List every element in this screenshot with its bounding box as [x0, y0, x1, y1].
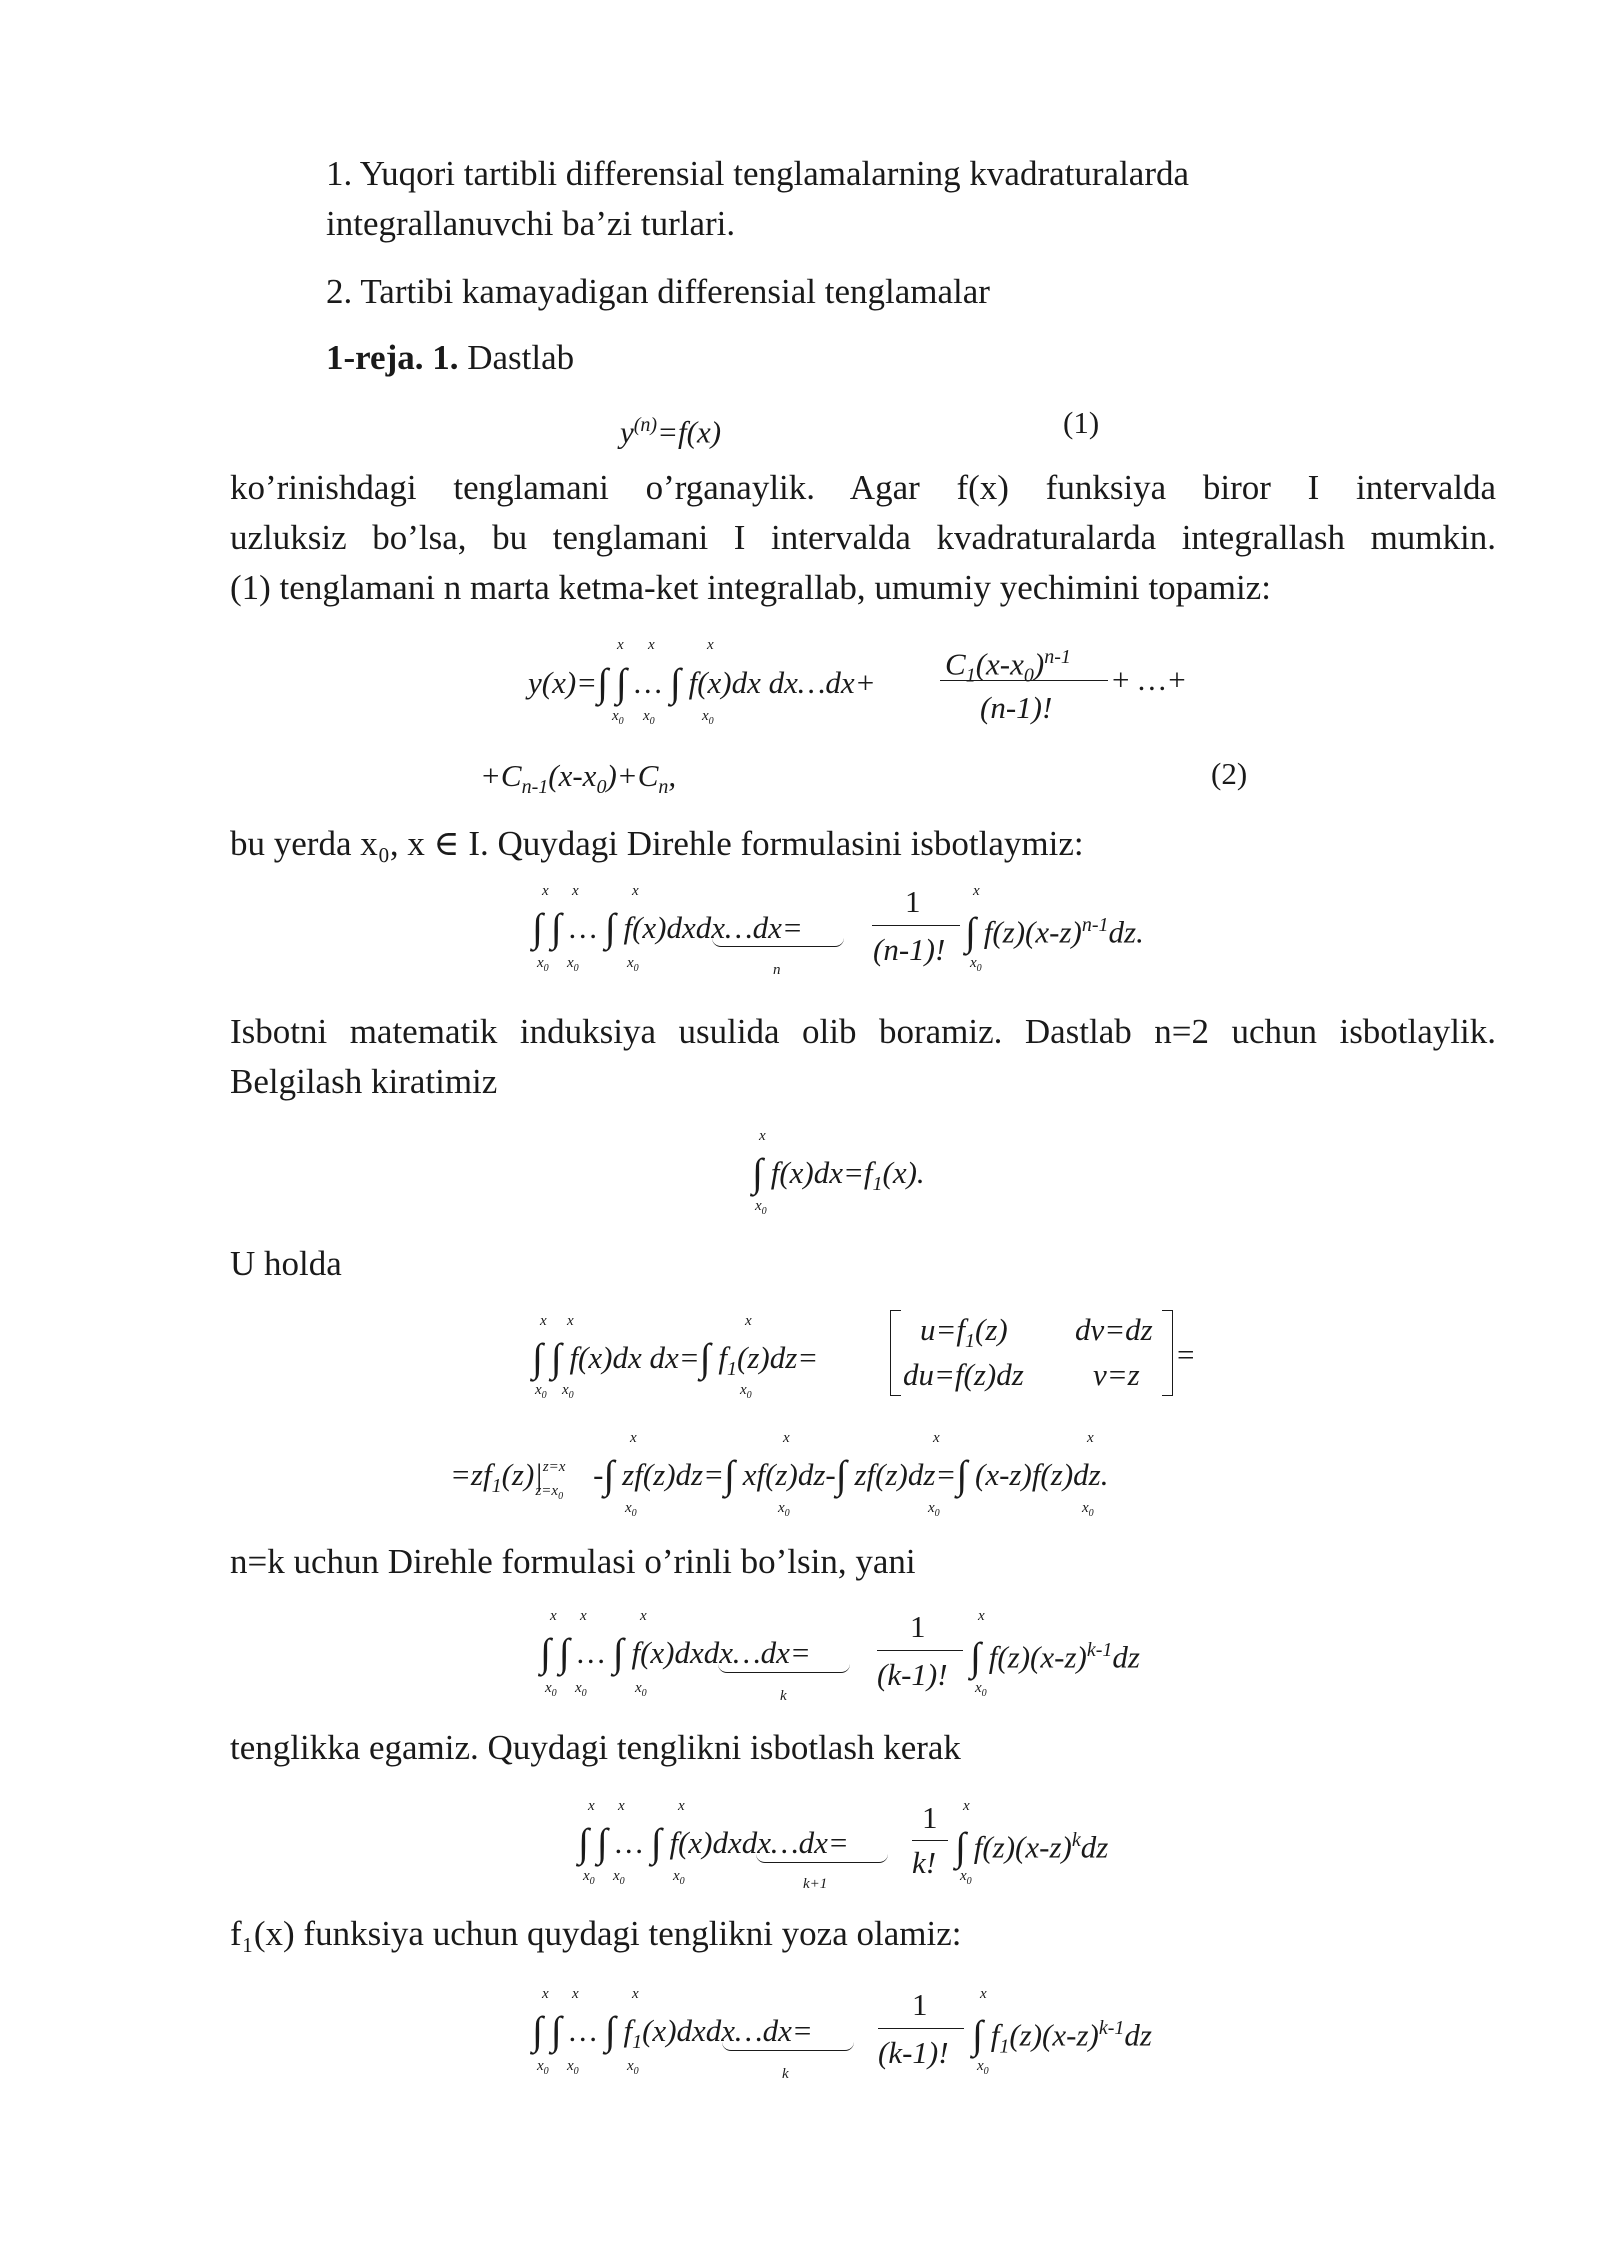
induction-hypothesis: ∫ ∫ … ∫ f(x)dxdx…dx= [540, 1630, 811, 1675]
paragraph-3-line-1: Isbotni matematik induksiya usulida olib boramiz. Dastlab n=2 uchun isbotlaylik. [230, 1012, 1496, 1051]
reja-line [326, 336, 574, 380]
paragraph-3-line-2: Belgilash kiratimiz [230, 1062, 498, 1101]
case-n2-line-2: $=zf_1(z)|^{z=x}_{z=x_0}-\int$ zf(z)dz=∫ xf(z)dz-∫ zf(z)dz=∫ (x-z)f(z)dz. [450, 1452, 1109, 1502]
document-page: 1. Yuqori tartibli differensial tenglamalarning kvadraturalarda integrallanuvchi ba’zi turlari. 2. Tartibi kamayadigan differensial tenglamalar 1-reja. 1. Dastlab $y^{(n)}=f(x)$ (1) ko’rinishdagi tenglamani o’rganaylik. Agar f(x) funksiya biror I intervalda uzluksiz bo’lsa, bu tenglamani I intervalda kvadraturalarda integrallash mumkin. (1) tenglamani n marta ketma-ket integrallab, umumiy yechimini topamiz: y(x)=∫ ∫ … ∫ f(x)dx dx…dx+ x x x $x_0$ $x_0$ $x_0$ $C_1(x-x_0)^{n-1}$ (n-1)! + …+ $+C_{n-1}(x-x_0)+C_n$, (2) bu yerda x₀, x ∈ I. Quydagi Direhle formulasini isbotlaymiz: ∫ ∫ … ∫ f(x)dxdx…dx= x x x $x_0$ $x_0$ $x_0$ n 1 (n-1)! ∫ $f(z)(x-z)^{n-1}dz$. x $x_0$ Isbotni matematik induksiya usulida olib boramiz. Dastlab n=2 uchun isbotlaylik. Belgilash kiratimiz ∫ $f(x)dx=f_1(x)$. x $x_0$ U holda ∫ ∫ f(x)dx dx=∫ $f_1(z)dz=$ x x x $x_0$ $x_0$ $x_0$ $u=f_1(z)$ dv=dz du=f(z)dz v=z = $=zf_1(z)|^{z=x}_{z=x_0}-\int$ zf(z)dz=∫ xf(z)dz-∫ zf(z)dz=∫ (x-z)f(z)dz. x x x x $x_0$ $x_0$ $x_0$ $x_0$ n=k uchun Direhle formulasi o’rinli bo’lsin, yani ∫ ∫ … ∫ f(x)dxdx…dx= x x x $x_0$ $x_0$ $x_0$ k 1 (k-1)! ∫ $f(z)(x-z)^{k-1}dz$ x $x_0$ tenglikka egamiz. Quydagi tenglikni isbotlash kerak ∫ ∫ … ∫ f(x)dxdx…dx= x x x $x_0$ $x_0$ $x_0$ k+1 1 k! ∫ $f(z)(x-z)^kdz$ x $x_0$ f₁(x) funksiya uchun quydagi tenglikni yoza olamiz: ∫ ∫ … ∫ $f_1(x)dxdx\dots dx=$ x x x $x_0$ $x_0$ $x_0$ k 1 (k-1)! ∫ $f_1(z)(x-z)^{k-1}dz$ x $x_0$ [230, 154, 1496, 2082]
paragraph-1-line-2: uzluksiz bo’lsa, bu tenglamani I intervalda kvadraturalarda integrallash mumkin. [230, 518, 1496, 557]
paragraph-4: U holda [230, 1244, 342, 1283]
paragraph-2: bu yerda x₀, x ∈ I. Quydagi Direhle formulasini isbotlaymiz: [230, 824, 1084, 863]
f1-dirichlet-formula: ∫ ∫ … ∫ $f_1(x)dxdx\dots dx=$ [532, 2008, 813, 2054]
equation-2-number: (2) [1211, 756, 1248, 791]
equation-2-line-2: $+C_{n-1}(x-x_0)+C_n$, [480, 758, 677, 799]
equation-2-line-1: y(x)=∫ ∫ … ∫ f(x)dx dx…dx+ [528, 660, 876, 705]
heading-line-1: 1. Yuqori tartibli differensial tenglamalarning kvadraturalarda [326, 154, 1190, 193]
heading-line-3: 2. Tartibi kamayadigan differensial tenglamalar [326, 272, 990, 311]
paragraph-7: f₁(x) funksiya uchun quydagi tenglikni yoza olamiz: [230, 1914, 962, 1953]
case-n2-line-1: ∫ ∫ f(x)dx dx=∫ $f_1(z)dz=$ [532, 1335, 819, 1381]
equation-1: $y^{(n)}=f(x)$ [620, 414, 722, 450]
paragraph-1-line-1: ko’rinishdagi tenglamani o’rganaylik. Agar f(x) funksiya biror I intervalda [230, 468, 1496, 507]
to-prove-formula: ∫ ∫ … ∫ f(x)dxdx…dx= [578, 1820, 849, 1865]
paragraph-5: n=k uchun Direhle formulasi o’rinli bo’lsin, yani [230, 1542, 916, 1581]
equation-2-fraction-denominator: (n-1)! [980, 690, 1053, 725]
reja-label: 1-reja. 1. [326, 338, 459, 377]
paragraph-6: tenglikka egamiz. Quydagi tenglikni isbotlash kerak [230, 1728, 961, 1767]
heading-line-2: integrallanuvchi ba’zi turlari. [326, 204, 736, 243]
f1-definition: ∫ $f(x)dx=f_1(x)$. [752, 1150, 925, 1196]
paragraph-1-line-3: (1) tenglamani n marta ketma-ket integrallab, umumiy yechimini topamiz: [230, 568, 1271, 607]
dirichlet-formula: ∫ ∫ … ∫ f(x)dxdx…dx= [532, 905, 803, 950]
equation-2-fraction-numerator: $C_1(x-x_0)^{n-1}$ [945, 646, 1071, 687]
reja-text: Dastlab [458, 338, 575, 377]
equation-1-number: (1) [1063, 405, 1100, 440]
